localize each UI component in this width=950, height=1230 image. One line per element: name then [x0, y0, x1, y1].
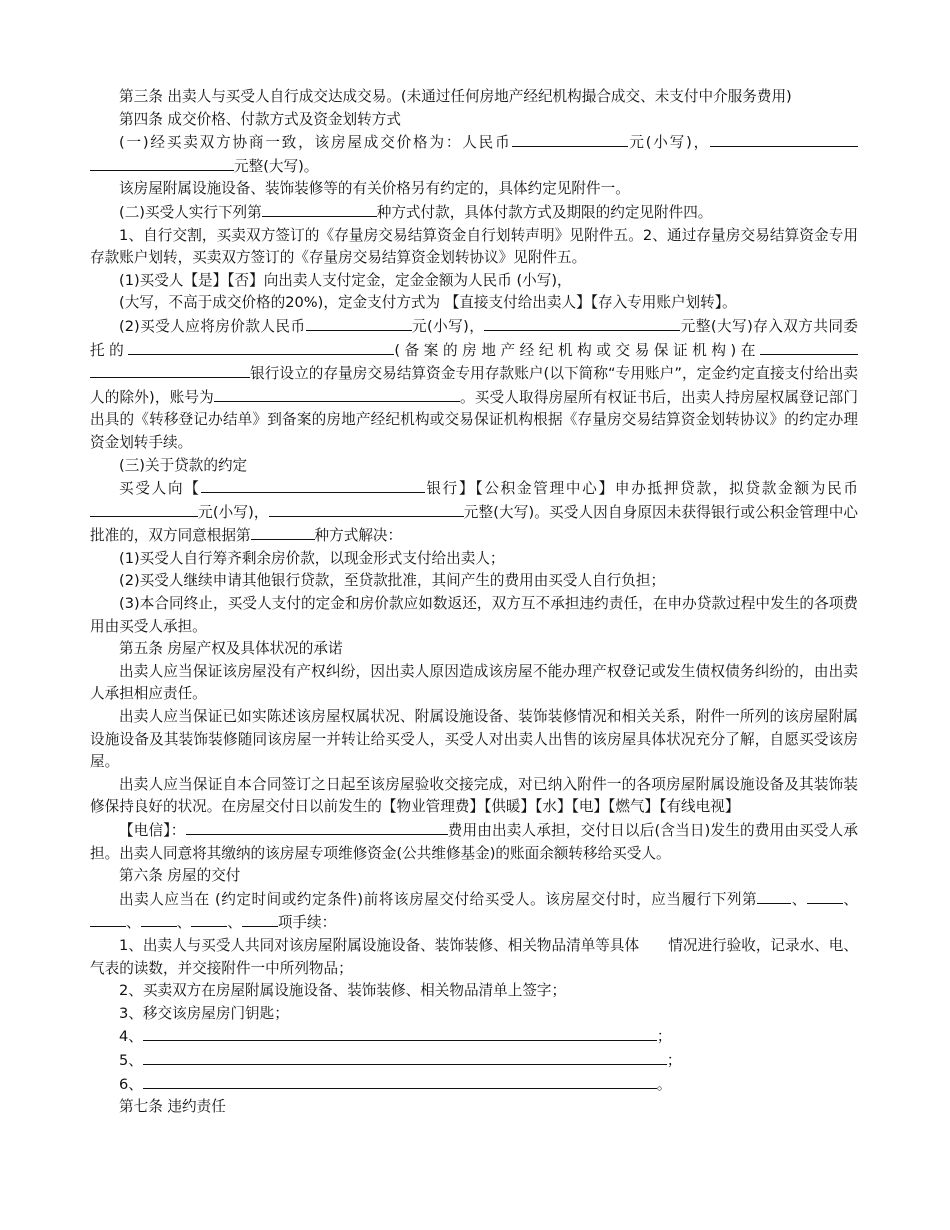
article-7-title: 第七条 违约责任: [119, 1098, 226, 1116]
article-5-title: 第五条 房屋产权及具体状况的承诺: [119, 640, 343, 658]
price-clause-text: (一)经买卖双方协商一致，该房屋成交价格为：人民币: [119, 134, 512, 152]
procedure-3-text: 3、移交该房屋房门钥匙；: [119, 1004, 289, 1022]
title-dispute-clause: [90, 661, 858, 706]
loan-text-4: 种方式解决：: [314, 527, 403, 545]
deposit-uppercase-clause: [90, 292, 858, 315]
procedure-5: [90, 1049, 858, 1073]
procedure-6-end: 。: [656, 1075, 672, 1093]
loan-option-3-text: (3)本合同终止，买受人支付的定金和房价款应如数返还，双方互不承担违约责任，在申办贷款过程中发生的各项费用由买受人承担。: [90, 595, 858, 635]
procedure-blank-3[interactable]: [90, 911, 126, 927]
procedure-4-number: 4、: [119, 1028, 143, 1046]
price-lowercase-label: 元(小写)，: [627, 134, 711, 152]
loan-uppercase-blank[interactable]: [269, 501, 464, 517]
loan-method-blank[interactable]: [251, 524, 315, 540]
procedure-blank-5[interactable]: [191, 911, 227, 927]
procedure-2: [90, 980, 858, 1003]
escrow-text-1: (2)买受人应将房价款人民币: [119, 317, 306, 335]
procedure-separator: 、: [791, 890, 807, 908]
loan-heading-text: (三)关于贷款的约定: [119, 456, 248, 474]
escrow-text-5: 。买受人取得房屋所有权证书后，出卖人持房屋权属登记部门出具的《转移登记办结单》到备案的房地产经纪机构或交易保证机构根据《存量房交易结算资金划转协议》的约定办理资金划转手续。: [90, 388, 858, 451]
loan-option-2-text: (2)买受人继续申请其他银行贷款，至贷款批准，其间产生的费用由买受人自行负担；: [119, 572, 666, 590]
article-4-heading: [90, 109, 858, 132]
procedure-separator: 、: [227, 914, 242, 932]
escrow-uppercase-blank[interactable]: [484, 315, 680, 331]
delivery-clause: [90, 888, 858, 935]
payment-method-text: (二)买受人实行下列第: [119, 203, 262, 221]
maintenance-clause: [90, 774, 858, 819]
procedure-3: [90, 1003, 858, 1026]
loan-lowercase-label: 元(小写)，: [198, 503, 269, 521]
procedure-blank-4[interactable]: [141, 911, 177, 927]
loan-option-3: [90, 593, 858, 638]
payment-method-text-2: 种方式付款，具体付款方式及期限的约定见附件四。: [376, 203, 713, 221]
procedure-6-number: 6、: [119, 1075, 143, 1093]
procedure-label: 项手续：: [277, 914, 337, 932]
loan-heading: [90, 455, 858, 478]
article-6-heading: [90, 865, 858, 888]
telecom-label: 【电信】：: [119, 822, 186, 839]
disclosure-text: 出卖人应当保证已如实陈述该房屋权属状况、附属设施设备、装饰装修情况和相关关系，附件一所列的该房屋附属设施设备及其装饰装修随同该房屋一并转让给买受人，买受人对出卖人出售的该房屋具体状况充分了解，自愿买受该房屋。: [90, 708, 858, 771]
article-3-text: 第三条 出卖人与买受人自行成交达成交易。(未通过任何房地产经纪机构撮合成交、未支付中介服务费用): [119, 88, 792, 105]
price-lowercase-blank[interactable]: [512, 131, 628, 147]
payment-method-clause: [90, 201, 858, 225]
settlement-options-text: 1、自行交割，买卖双方签订的《存量房交易结算资金自行划转声明》见附件五。2、通过存量房交易结算资金专用存款账户划转，买卖双方签订的《存量房交易结算资金划转协议》见附件五。: [90, 226, 858, 267]
escrow-text-3: (备案的房地产经纪机构或交易保证机构)在: [394, 341, 760, 359]
escrow-clause: [90, 315, 858, 455]
telecom-fee-blank[interactable]: [186, 819, 448, 835]
payment-method-blank[interactable]: [262, 201, 377, 217]
fixtures-price-note-text: 该房屋附属设施设备、装饰装修等的有关价格另有约定的，具体约定见附件一。: [119, 180, 630, 198]
maintenance-text: 出卖人应当保证自本合同签订之日起至该房屋验收交接完成，对已纳入附件一的各项房屋附属设施设备及其装饰装修保持良好的状况。在房屋交付日以前发生的【物业管理费】【供暖】【水】【电】【燃气】【有线电视】: [90, 775, 858, 816]
loan-option-2: [90, 570, 858, 593]
loan-text-3: 元整(大写)。买受人因自身原因未获得银行或公积金管理中心批准的，双方同意根据第: [90, 503, 859, 545]
procedure-separator: 、: [126, 914, 141, 932]
price-uppercase-blank-a[interactable]: [710, 131, 858, 147]
escrow-text-4: 银行设立的存量房交易结算资金专用存款账户(以下简称“专用账户”，定金约定直接支付给出卖人的除外)，账号为: [90, 365, 858, 406]
price-clause: [90, 131, 858, 178]
article-3: [90, 86, 858, 109]
escrow-text-2: 元整(大写)存入双方共同委托的: [90, 317, 859, 359]
deposit-clause-text: (1)买受人【是】【否】向出卖人支付定金，定金金额为人民币 (小写)，: [119, 271, 572, 289]
escrow-bank-blank-b[interactable]: [90, 362, 250, 378]
procedure-4-blank[interactable]: [143, 1025, 657, 1041]
article-4-title: 第四条 成交价格、付款方式及资金划转方式: [119, 110, 401, 128]
article-7-heading: [90, 1096, 858, 1119]
procedure-5-end: ；: [666, 1051, 682, 1069]
procedure-separator: 、: [176, 914, 192, 932]
escrow-account-blank[interactable]: [214, 386, 460, 402]
loan-lowercase-blank[interactable]: [90, 501, 198, 517]
price-uppercase-label: 元整(大写)。: [234, 157, 319, 175]
procedure-6: [90, 1073, 858, 1097]
procedure-blank-2[interactable]: [807, 888, 843, 904]
escrow-lowercase-label: 元(小写)，: [411, 317, 485, 335]
loan-option-1: [90, 548, 858, 571]
loan-clause: [90, 477, 858, 548]
loan-text-2: 银行】【公积金管理中心】申办抵押贷款，拟贷款金额为民币: [424, 480, 858, 498]
telecom-fee-clause: [90, 819, 858, 865]
article-6-title: 第六条 房屋的交付: [119, 867, 241, 885]
escrow-agency-blank[interactable]: [128, 339, 394, 355]
telecom-fee-text: 费用由出卖人承担，交付日以后(含当日)发生的费用由买受人承担。出卖人同意将其缴纳的该房屋专项维修资金(公共维修基金)的账面余额转移给买受人。: [90, 822, 859, 862]
escrow-lowercase-blank[interactable]: [306, 315, 412, 331]
escrow-bank-blank-a[interactable]: [760, 339, 858, 355]
procedure-4: [90, 1025, 858, 1049]
article-5-heading: [90, 638, 858, 661]
deposit-uppercase-text: (大写，不高于成交价格的20%)，定金支付方式为 【直接支付给出卖人】【存入专用账户划转】。: [119, 294, 737, 312]
procedure-blank-6[interactable]: [242, 911, 278, 927]
disclosure-clause: [90, 706, 858, 774]
fixtures-price-note: [90, 178, 858, 201]
procedure-6-blank[interactable]: [143, 1073, 657, 1089]
loan-bank-blank[interactable]: [201, 477, 425, 493]
procedure-5-blank[interactable]: [143, 1049, 667, 1065]
loan-option-1-text: (1)买受人自行筹齐剩余房价款，以现金形式支付给出卖人；: [119, 549, 505, 567]
procedure-1-text: 1、出卖人与买受人共同对该房屋附属设施设备、装饰装修、相关物品清单等具体 情况进行验收，记录水、电、气表的读数，并交接附件一中所列物品；: [90, 936, 858, 977]
procedure-2-text: 2、买卖双方在房屋附属设施设备、装饰装修、相关物品清单上签字；: [119, 982, 567, 1000]
deposit-clause: [90, 270, 858, 293]
delivery-text: 出卖人应当在 (约定时间或约定条件)前将该房屋交付给买受人。该房屋交付时，应当履行下列第: [119, 890, 758, 908]
title-dispute-text: 出卖人应当保证该房屋没有产权纠纷，因出卖人原因造成该房屋不能办理产权登记或发生债权债务纠纷的，由出卖人承担相应责任。: [90, 662, 858, 703]
procedure-4-end: ；: [656, 1028, 672, 1046]
procedure-blank-1[interactable]: [757, 888, 791, 904]
settlement-options: [90, 225, 858, 270]
procedure-1: [90, 935, 858, 980]
price-uppercase-blank-b[interactable]: [90, 155, 234, 171]
loan-text-1: 买受人向【: [119, 480, 201, 498]
procedure-5-number: 5、: [119, 1051, 143, 1069]
procedure-separator: 、: [842, 890, 858, 908]
